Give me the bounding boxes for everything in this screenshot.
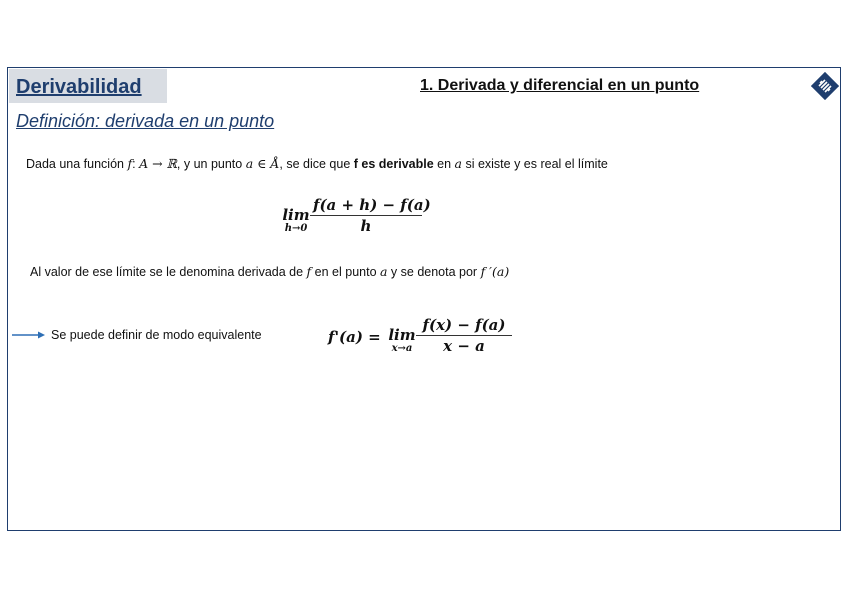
- statement-text: , y un punto: [176, 157, 246, 171]
- equivalent-label: Se puede definir de modo equivalente: [51, 328, 262, 342]
- difference-quotient: [416, 316, 512, 355]
- numerator: f(x) − f(a): [422, 316, 506, 334]
- limit-operator: [388, 328, 416, 354]
- statement-text: Dada una función: [26, 157, 128, 171]
- lim-word: lim: [282, 206, 310, 224]
- derivative-lhs: f'(a) =: [328, 328, 381, 346]
- university-logo-icon: [811, 72, 839, 100]
- numerator: f(a + h) − f(a): [313, 196, 431, 214]
- derivative-notation: f ′(a): [480, 264, 510, 279]
- function-symbol: f: [306, 264, 312, 279]
- notation-text: y se denota por: [387, 265, 481, 279]
- point-membership: a ∈ Å: [245, 156, 280, 171]
- notation-statement: [30, 264, 509, 279]
- right-arrow-icon: [12, 330, 46, 340]
- fraction-bar: [310, 215, 422, 216]
- denominator: x − a: [443, 337, 485, 355]
- function-symbol: f: [127, 156, 133, 171]
- statement-text: en: [433, 157, 455, 171]
- section-title: Derivabilidad: [16, 76, 142, 98]
- statement-text: , se dice que: [279, 157, 354, 171]
- notation-text: en el punto: [311, 265, 380, 279]
- statement-text: si existe y es real el límite: [461, 157, 608, 171]
- point-variable: a: [380, 264, 388, 279]
- denominator: h: [360, 217, 372, 235]
- fraction-bar: [416, 335, 512, 336]
- statement-text: :: [132, 157, 140, 171]
- lim-subscript: x→a: [391, 343, 413, 354]
- slide-frame: [7, 67, 841, 531]
- domain-mapping: A → ℝ: [139, 156, 177, 171]
- difference-quotient: [310, 196, 431, 235]
- lim-word: lim: [388, 326, 416, 344]
- lim-subscript: h→0: [284, 223, 308, 234]
- point-variable: a: [454, 156, 462, 171]
- derivable-term: f es derivable: [353, 157, 434, 171]
- definition-statement: [26, 156, 608, 171]
- notation-text: Al valor de ese límite se le denomina derivada de: [30, 265, 307, 279]
- limit-operator: [282, 208, 310, 234]
- definition-title: Definición: derivada en un punto: [16, 111, 275, 131]
- topic-title: 1. Derivada y diferencial en un punto: [420, 77, 700, 94]
